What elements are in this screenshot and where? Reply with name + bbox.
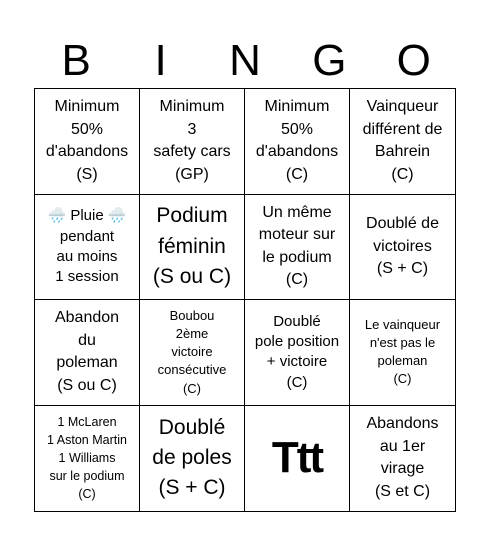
cell-text: Minimum 3 safety cars (GP) [153, 98, 231, 183]
cell-text: Doublé pole position + victoire (C) [254, 312, 340, 391]
bingo-cell[interactable] [35, 406, 140, 512]
bingo-cell[interactable] [245, 300, 350, 406]
bingo-cell[interactable] [35, 89, 140, 195]
bingo-cell[interactable] [35, 300, 140, 406]
cell-text: Minimum 50% d'abandons (S) [45, 98, 129, 183]
cell-text: Doublé de victoires (S + C) [366, 215, 439, 277]
bingo-cell[interactable] [140, 89, 245, 195]
cell-text: Le vainqueur n'est pas le poleman (C) [364, 316, 441, 387]
cell-text: Abandon du poleman (S ou C) [54, 309, 120, 394]
bingo-cell[interactable] [35, 195, 140, 301]
cell-text: Boubou 2ème victoire consécutive (C) [157, 307, 227, 396]
bingo-cell[interactable] [350, 406, 455, 512]
bingo-cell[interactable] [350, 195, 455, 301]
rain-cloud-icon: 🌧️ [107, 207, 127, 225]
header-letter-g: G [312, 36, 347, 85]
bingo-card [34, 88, 456, 512]
cell-text: Doublé de poles (S + C) [152, 415, 232, 500]
free-space-cell[interactable] [245, 406, 350, 512]
bingo-cell[interactable] [350, 89, 455, 195]
cell-text: Vainqueur différent de Bahrein (C) [362, 98, 443, 183]
bingo-cell[interactable] [140, 300, 245, 406]
free-space-text: Ttt [271, 433, 323, 483]
cell-text: Un même moteur sur le podium (C) [258, 203, 336, 289]
cell-text: Podium féminin (S ou C) [152, 204, 232, 288]
cell-text: 1 McLaren 1 Aston Martin 1 Williams sur le podium (C) [47, 414, 127, 502]
rain-cloud-icon: 🌧️ [47, 207, 67, 225]
bingo-cell[interactable] [245, 89, 350, 195]
header-letter-b: B [61, 36, 91, 85]
header-letter-i: I [154, 36, 167, 85]
bingo-cell[interactable] [350, 300, 455, 406]
cell-text: 🌧️ Pluie 🌧️ pendant au moins 1 session [47, 207, 127, 285]
cell-text: Abandons au 1er virage (S et C) [366, 415, 439, 500]
bingo-cell[interactable] [245, 195, 350, 301]
bingo-header [34, 36, 456, 86]
header-letter-o: O [396, 36, 431, 85]
bingo-cell[interactable] [140, 195, 245, 301]
header-letter-n: N [229, 36, 261, 85]
bingo-cell[interactable] [140, 406, 245, 512]
cell-text: Minimum 50% d'abandons (C) [255, 98, 339, 183]
